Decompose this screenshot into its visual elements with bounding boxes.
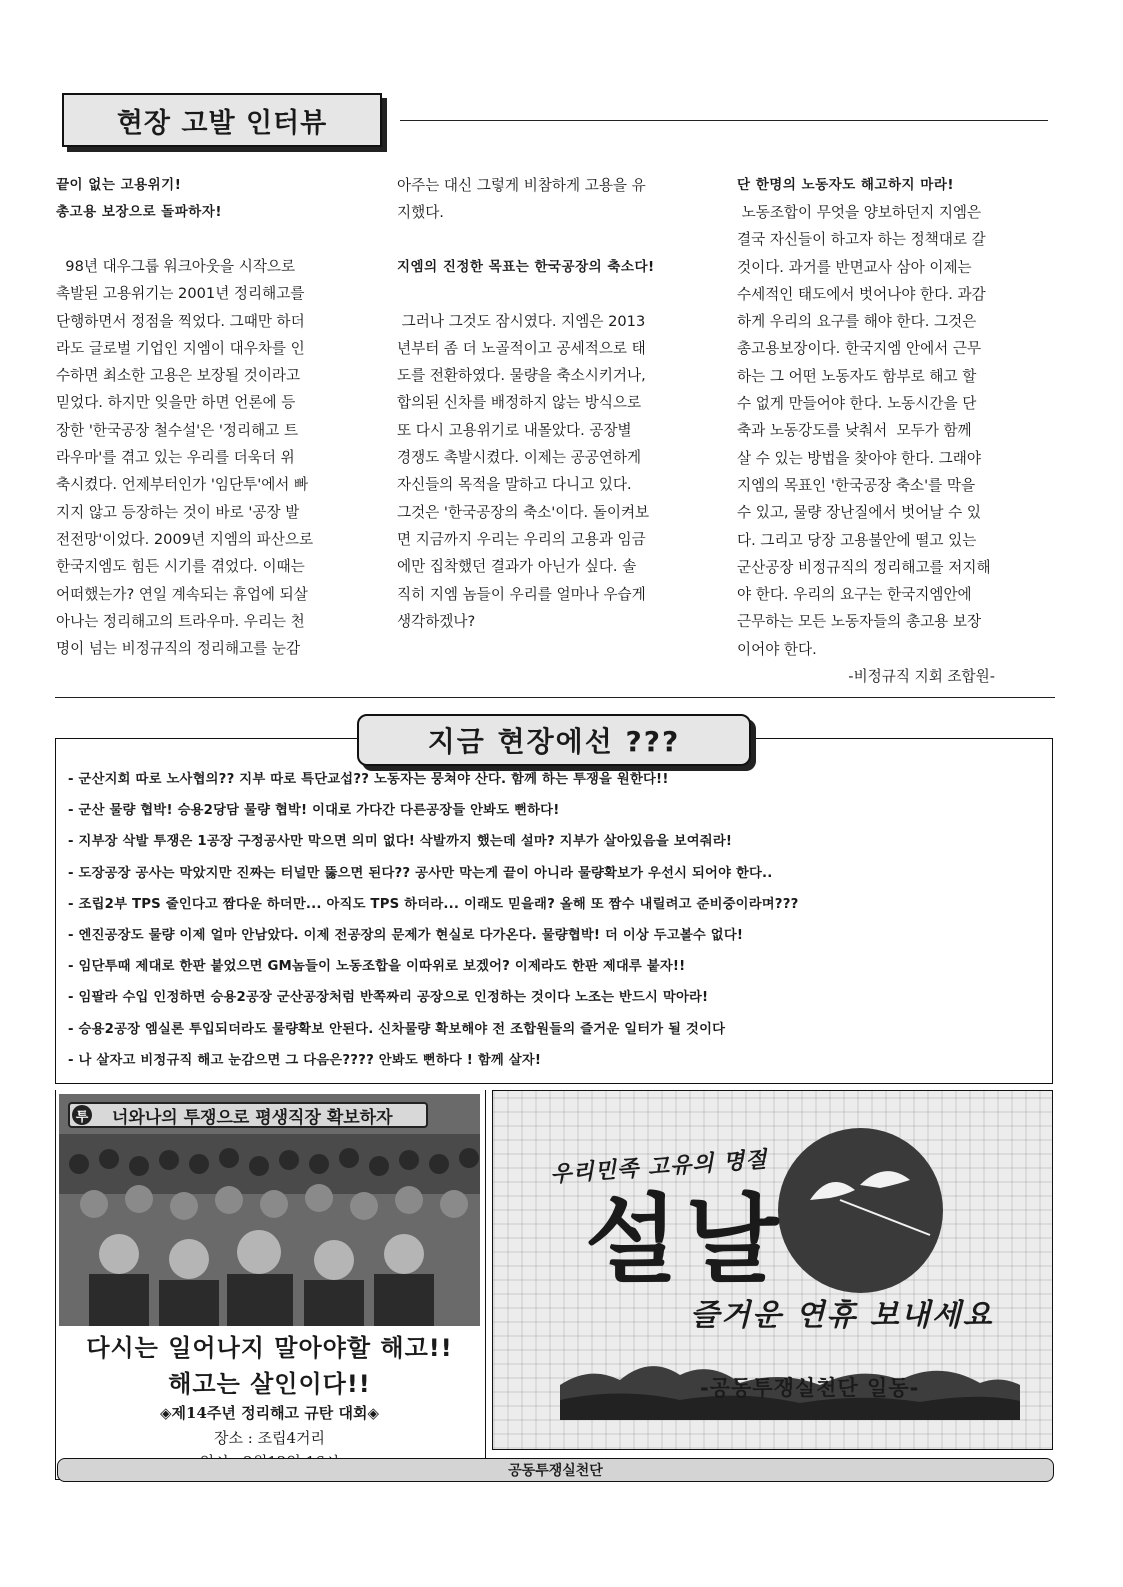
body-line: 축과 노동강도를 낮춰서 모두가 함께 <box>737 422 972 440</box>
rally-headline-1: 다시는 일어나지 말아야할 해고!! <box>86 1334 453 1362</box>
column3-signature: -비정규직 지회 조합원- <box>848 668 995 686</box>
body-line: 지엠의 목표인 '한국공장 축소'를 막을 <box>737 476 976 494</box>
body-line: 전전망'이었다. 2009년 지엠의 파산으로 <box>56 530 314 548</box>
body-line: 합의된 신차를 배정하지 않는 방식으로 <box>397 394 642 412</box>
body-line: 수하면 최소한 고용은 보장될 것이라고 <box>56 367 301 385</box>
body-line: 축시켰다. 언제부터인가 '임단투'에서 빠 <box>56 476 309 494</box>
column3-body <box>737 199 1055 663</box>
body-line: 군산공장 비정규직의 정리해고를 저지해 <box>737 558 991 576</box>
body-line: 야 한다. 우리의 요구는 한국지엠안에 <box>737 586 972 604</box>
rally-headline-2: 해고는 살인이다!! <box>168 1370 371 1398</box>
news-item: - 군산 물량 협박! 승용2당담 물량 협박! 이대로 가다간 다른공장들 안봐도 뻔하다! <box>68 803 560 819</box>
news-item: - 지부장 삭발 투쟁은 1공장 구정공사만 막으면 의미 없다! 삭발까지 했는데 설마? 지부가 살아있음을 보여줘라! <box>68 834 733 850</box>
column3-heading: 단 한명의 노동자도 해고하지 마라! <box>737 177 955 193</box>
crane-birds-icon <box>800 1160 940 1240</box>
body-line: 이어야 한다. <box>737 640 817 658</box>
article-column-3 <box>737 172 1055 690</box>
body-line: 총고용보장이다. 한국지엠 안에서 근무 <box>737 340 982 358</box>
body-line: 생각하겠나? <box>397 612 476 630</box>
body-line: 수 있고, 물량 장난질에서 벗어날 수 있 <box>737 504 981 522</box>
body-line: 다. 그리고 당장 고용불안에 떨고 있는 <box>737 531 977 549</box>
body-line: 촉발된 고용위기는 2001년 정리해고를 <box>56 285 305 303</box>
body-line: 년부터 좀 더 노골적이고 공세적으로 태 <box>397 339 646 357</box>
body-line: 지지 않고 등장하는 것이 바로 '공장 발 <box>56 503 300 521</box>
body-line: 자신들의 목적을 말하고 다니고 있다. <box>397 476 632 494</box>
body-line: 수세적인 태도에서 벗어나야 한다. 과감 <box>737 285 986 303</box>
news-item: - 군산지회 따로 노사협의?? 지부 따로 특단교섭?? 노동자는 뭉쳐야 산다. 함께 하는 투쟁을 원한다!! <box>68 772 669 787</box>
rally-place: 장소 : 조립4거리 <box>213 1429 326 1447</box>
rally-photo <box>59 1094 480 1326</box>
body-line: 직히 지엠 놈들이 우리를 얼마나 우습게 <box>397 585 646 603</box>
body-line: 경쟁도 촉발시켰다. 이제는 공공연하게 <box>397 449 642 467</box>
news-list <box>68 764 1043 1076</box>
body-line: 아나는 정리해고의 트라우마. 우리는 천 <box>56 612 305 630</box>
body-line: 하는 그 어떤 노동자도 함부로 해고 할 <box>737 367 977 385</box>
news-item: - 도장공장 공사는 막았지만 진짜는 터널만 뚫으면 된다?? 공사만 막는게 끝이 아니라 물량확보가 우선시 되어야 한다.. <box>68 865 773 881</box>
rally-banner: 너와나의 투쟁으로 평생직장 확보하자 <box>68 1102 428 1128</box>
greeting-script-top: 우리민족 고유의 명절 <box>549 1147 769 1188</box>
body-line: 한국지엠도 힘든 시기를 겪었다. 이때는 <box>56 558 305 576</box>
body-line: 그것은 '한국공장의 축소'이다. 돌이켜보 <box>397 503 650 521</box>
body-line: 도를 전환하였다. 물량을 축소시키거나, <box>397 367 646 385</box>
column1-heading-2: 총고용 보장으로 돌파하자! <box>56 204 223 220</box>
body-line: 지했다. <box>397 204 444 222</box>
body-line: 믿었다. 하지만 잊을만 하면 언론에 등 <box>56 394 296 412</box>
section-separator <box>55 697 1055 698</box>
body-line: 그러나 그것도 잠시였다. 지엠은 2013 <box>397 312 646 330</box>
news-item: - 승용2공장 엠실론 투입되더라도 물량확보 안된다. 신차물량 확보해야 전 조합원들의 즐거운 일터가 될 것이다 <box>68 1021 726 1037</box>
body-line: 결국 자신들이 하고자 하는 정책대로 갈 <box>737 231 986 249</box>
column1-heading-1: 끝이 없는 고용위기! <box>56 177 182 193</box>
body-line: 라도 글로벌 기업인 지엠이 대우차를 인 <box>56 339 305 357</box>
body-line: 하게 우리의 요구를 해야 한다. 그것은 <box>737 313 977 331</box>
body-line: 아주는 대신 그렇게 비참하게 고용을 유 <box>397 177 646 194</box>
section-title-now: 지금 현장에선 ??? <box>357 714 751 766</box>
body-line: 노동조합이 무엇을 양보하던지 지엠은 <box>737 204 982 221</box>
body-line: 또 다시 고용위기로 내몰았다. 공장별 <box>397 421 632 439</box>
crowd-image <box>59 1094 480 1326</box>
column2-body <box>397 308 715 636</box>
column1-body <box>56 253 374 662</box>
rally-event-name: ◈제14주년 정리해고 규탄 대회◈ <box>159 1404 379 1422</box>
column2-body-top <box>397 172 715 227</box>
body-line: 근무하는 모든 노동자들의 총고용 보장 <box>737 613 982 631</box>
column2-heading: 지엠의 진정한 목표는 한국공장의 축소다! <box>397 258 655 275</box>
body-line: 단행하면서 정점을 찍었다. 그때만 하더 <box>56 312 305 330</box>
article-column-2 <box>397 172 715 635</box>
body-line: 98년 대우그룹 워크아웃을 시작으로 <box>56 258 296 275</box>
news-item: - 조립2부 TPS 줄인다고 짬다운 하더만... 아직도 TPS 하더라... 이래도 믿을래? 올해 또 짬수 내릴려고 준비중이라며??? <box>68 896 799 912</box>
body-line: 면 지금까지 우리는 우리의 고용과 임금 <box>397 530 646 548</box>
article-column-1 <box>56 172 374 662</box>
news-item: - 나 살자고 비정규직 해고 눈감으면 그 다음은???? 안봐도 뻔하다 ! 함께 살자! <box>68 1052 542 1068</box>
body-line: 것이다. 과거를 반면교사 삼아 이제는 <box>737 258 972 276</box>
body-line: 명이 넘는 비정규직의 정리해고를 눈감 <box>56 640 301 658</box>
greeting-script-bottom: 즐거운 연휴 보내세요 <box>690 1298 994 1333</box>
body-line: 수 없게 만들어야 한다. 노동시간을 단 <box>737 395 977 413</box>
body-line: 장한 '한국공장 철수설'은 '정리해고 트 <box>56 421 299 439</box>
section-title-interview: 현장 고발 인터뷰 <box>62 93 382 147</box>
body-line: 살 수 있는 방법을 찾아야 한다. 그래야 <box>737 449 981 467</box>
news-item: - 엔진공장도 물량 이제 얼마 안남았다. 이제 전공장의 문제가 현실로 다가온다. 물량협박! 더 이상 두고볼수 없다! <box>68 928 744 944</box>
body-line: 에만 집착했던 결과가 아닌가 싶다. 솔 <box>397 558 637 576</box>
title-rule <box>400 120 1048 121</box>
news-item: - 임단투때 제대로 한판 붙었으면 GM놈들이 노동조합을 이따위로 보겠어? 이제라도 한판 제대루 붙자!! <box>68 959 686 975</box>
footer-bar: 공동투쟁실천단 <box>57 1458 1054 1482</box>
greeting-signature: -공동투쟁실천단 일동- <box>700 1376 920 1400</box>
body-line: 어떠했는가? 연일 계속되는 휴업에 되살 <box>56 585 308 603</box>
body-line: 라우마'를 겪고 있는 우리를 더욱더 위 <box>56 449 295 467</box>
news-item: - 임팔라 수입 인정하면 승용2공장 군산공장처럼 반쪽짜리 공장으로 인정하는 것이다 노조는 반드시 막아라! <box>68 990 709 1006</box>
union-logo-icon: 투 <box>72 1105 92 1125</box>
seollal-calligraphy: 설날 <box>585 1184 787 1296</box>
